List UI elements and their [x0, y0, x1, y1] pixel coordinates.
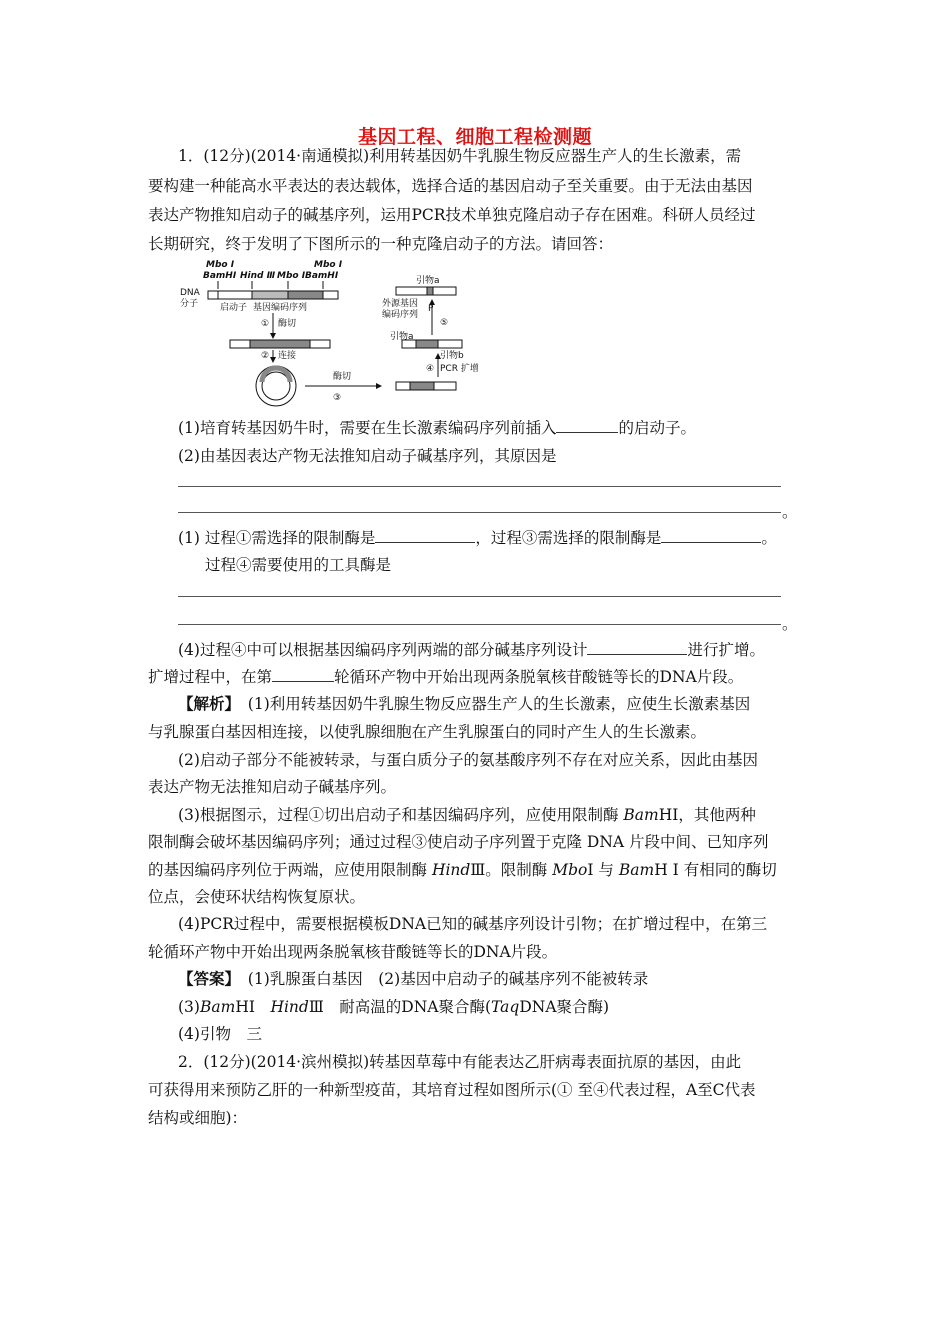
answer-blank[interactable] [375, 528, 475, 543]
analysis-line: 位点，会使环状结构恢复原状。 [148, 888, 366, 906]
answer-text: Ⅲ 耐高温的DNA聚合酶( [308, 998, 492, 1016]
enzyme-label: Mbo Ⅰ [314, 260, 343, 270]
answer-line[interactable] [178, 624, 781, 625]
final-product [396, 287, 456, 295]
q1-intro-line: 1．(12分)(2014·南通模拟)利用转基因奶牛乳腺生物反应器生产人的生长激素，需 [178, 147, 742, 165]
q1-intro-line: 要构建一种能高水平表达的表达载体，选择合适的基因启动子至关重要。由于无法由基因 [148, 177, 753, 195]
analysis-line: 的基因编码序列位于两端，应使用限制酶 HindⅢ。限制酶 MboⅠ 与 BamH Ⅰ 有相同的酶切 [148, 861, 777, 879]
enzyme-name: Mbo [552, 861, 588, 879]
step-number: ① [261, 319, 270, 329]
q1-4-text: 进行扩增。 [687, 641, 765, 659]
q1-3-text: 。 [761, 529, 777, 547]
answer-line[interactable] [178, 486, 781, 487]
step-number: ④ [426, 364, 435, 374]
answer-line[interactable] [178, 512, 781, 513]
enzyme-name: Hind [270, 998, 309, 1016]
analysis-text: Ⅰ 有相同的酶切 [672, 861, 777, 879]
answer-blank[interactable] [587, 640, 687, 655]
enzyme-label: Mbo Ⅰ [277, 271, 306, 281]
enzyme-name: Hind [431, 861, 471, 879]
coding-segment [252, 291, 288, 299]
answer-line[interactable] [178, 596, 781, 597]
promoter-label: 启动子 [220, 303, 248, 313]
q1-intro-line: 长期研究，终于发明了下图所示的一种克隆启动子的方法。请回答： [148, 235, 614, 253]
answer-text: DNA聚合酶) [519, 998, 610, 1016]
q2-line: 2．(12分)(2014·滨州模拟)转基因草莓中有能表达乙肝病毒表面抗原的基因，由此 [178, 1053, 742, 1071]
answer-blank[interactable] [661, 528, 761, 543]
step-number: ③ [333, 393, 342, 403]
dna-label: 分子 [180, 299, 199, 309]
primer-label: 引物a [416, 276, 440, 286]
enzyme-label: BamHⅠ [305, 271, 339, 281]
enzyme-name: Bam [199, 998, 236, 1016]
q1-subquestion-4b [148, 667, 743, 687]
analysis-line: (3)根据图示，过程①切出启动子和基因编码序列，应使用限制酶 BamHⅠ，其他两种 [178, 806, 756, 824]
foreign-label: 编码序列 [382, 310, 419, 320]
answer-blank[interactable] [272, 667, 334, 682]
step-label: PCR 扩增 [440, 364, 479, 374]
period: 。 [782, 503, 798, 521]
step-label: 酶切 [278, 319, 297, 329]
analysis-line: 限制酶会破坏基因编码序列；通过过程③使启动子序列置于克隆 DNA 片段中间、已知序列 [148, 833, 769, 851]
answer-text: HⅠ [235, 998, 271, 1016]
dna-label: DNA [180, 288, 200, 298]
q1-subquestion-3 [178, 528, 777, 548]
step-label: 酶切 [333, 372, 352, 382]
enzyme-label: BamHⅠ [203, 271, 237, 281]
q1-intro-line: 表达产物推知启动子的碱基序列，运用PCR技术单独克隆启动子存在困难。科研人员经过 [148, 206, 756, 224]
q2-line: 可获得用来预防乙肝的一种新型疫苗，其培育过程如图所示(① 至④代表过程，A至C代表 [148, 1081, 756, 1099]
analysis-line: (2)启动子部分不能被转录，与蛋白质分子的氨基酸序列不存在对应关系，因此由基因 [178, 751, 758, 769]
q2-line: 结构或细胞)： [148, 1109, 248, 1127]
p-label: P [428, 304, 434, 314]
q1-subquestion-3b: 过程④需要使用的工具酶是 [205, 556, 392, 574]
primer-label: 引物a [390, 332, 414, 342]
answer-text: (1)乳腺蛋白基因 (2)基因中启动子的碱基序列不能被转录 [247, 970, 649, 988]
analysis-line [178, 694, 750, 714]
q1-subquestion-2: (2)由基因表达产物无法推知启动子碱基序列，其原因是 [178, 447, 557, 465]
answer-line-text: (4)引物 三 [178, 1025, 262, 1043]
step-number: ⑤ [440, 318, 449, 328]
page-title: 基因工程、细胞工程检测题 [357, 126, 592, 148]
promoter-cloning-diagram [150, 255, 479, 413]
q1-4-text: 轮循环产物中开始出现两条脱氧核苷酸链等长的DNA片段。 [334, 668, 744, 686]
q1-4-text: 扩增过程中，在第 [148, 668, 273, 686]
analysis-label: 【解析】 [178, 694, 233, 713]
q1-subquestion-4 [178, 640, 765, 660]
step-label: 连接 [278, 351, 297, 361]
analysis-text: (3)根据图示，过程①切出启动子和基因编码序列，应使用限制酶 [178, 806, 619, 824]
q1-3-text: ，过程③需选择的限制酶是 [475, 529, 662, 547]
coding-label: 基因编码序列 [253, 303, 308, 313]
answer-text: (3) [178, 998, 200, 1016]
enzyme-label: Hind Ⅲ [240, 271, 276, 281]
coding-segment [288, 291, 323, 299]
enzyme-name: Taq [491, 998, 520, 1016]
promoter-segment [218, 291, 252, 299]
enzyme-name: Bam [623, 806, 659, 824]
q1-1-prefix: (1)培育转基因奶牛时，需要在生长激素编码序列前插入 [178, 419, 557, 437]
foreign-label: 外源基因 [382, 299, 419, 309]
analysis-line: 与乳腺蛋白基因相连接，以使乳腺细胞在产生乳腺蛋白的同时产生人的生长激素。 [148, 723, 707, 741]
answer-line-text [178, 997, 609, 1017]
enzyme-label: Mbo Ⅰ [206, 260, 235, 270]
q1-3-text: (1) 过程①需选择的限制酶是 [178, 529, 376, 547]
q1-subquestion-1 [178, 418, 696, 438]
analysis-line: (4)PCR过程中，需要根据模板DNA已知的碱基序列设计引物；在扩增过程中，在第三 [178, 915, 768, 933]
enzyme-name: Bam [618, 861, 655, 879]
analysis-text: Ⅰ，其他两种 [672, 806, 756, 824]
step-number: ② [261, 351, 270, 361]
answer-blank[interactable] [556, 418, 618, 433]
primer-label: 引物b [440, 351, 464, 361]
answer-line-text [178, 969, 648, 989]
period: 。 [782, 615, 798, 633]
answer-label: 【答案】 [178, 969, 233, 988]
analysis-text: Ⅰ 与 [587, 861, 614, 879]
analysis-line: 表达产物无法推知启动子碱基序列。 [148, 778, 397, 796]
analysis-text: 的基因编码序列位于两端，应使用限制酶 [148, 861, 428, 879]
q1-1-suffix: 的启动子。 [618, 419, 696, 437]
q1-4-text: (4)过程④中可以根据基因编码序列两端的部分碱基序列设计 [178, 641, 588, 659]
analysis-text: Ⅲ。限制酶 [470, 861, 548, 879]
analysis-text: (1)利用转基因奶牛乳腺生物反应器生产人的生长激素，应使生长激素基因 [247, 695, 751, 713]
analysis-line: 轮循环产物中开始出现两条脱氧核苷酸链等长的DNA片段。 [148, 943, 558, 961]
